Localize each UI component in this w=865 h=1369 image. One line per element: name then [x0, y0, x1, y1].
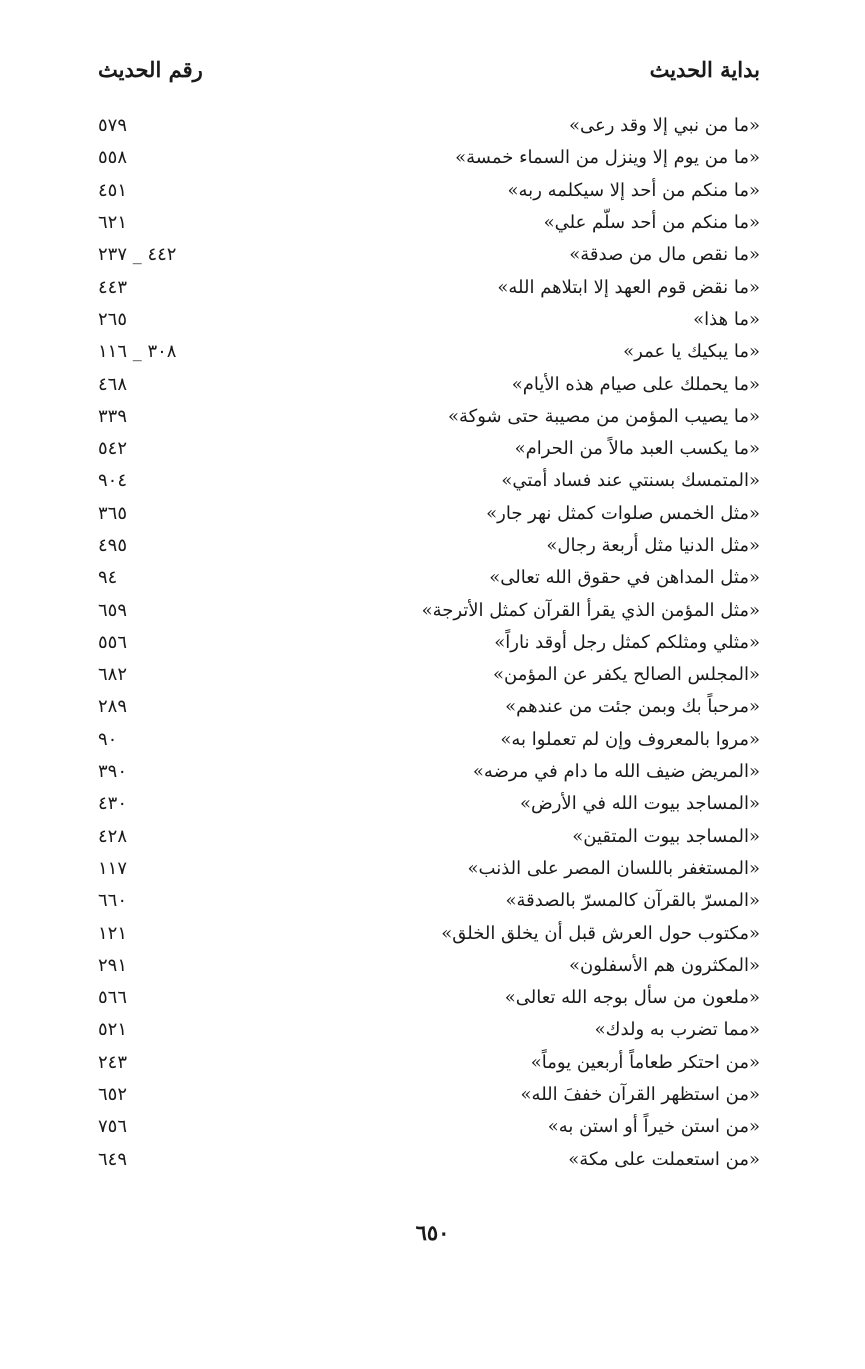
hadith-opening: «ما هذا» [693, 308, 760, 330]
hadith-opening: «مكتوب حول العرش قبل أن يخلق الخلق» [441, 922, 760, 944]
hadith-number: ٣٣٩ [98, 405, 128, 427]
hadith-number: ٩٠٤ [98, 470, 128, 492]
hadith-opening: «ما من يوم إلا وينزل من السماء خمسة» [455, 147, 760, 169]
hadith-number: ٦٥٢ [98, 1084, 128, 1106]
index-row [98, 1079, 760, 1111]
hadith-number: ٥٢١ [98, 1019, 128, 1041]
index-row [98, 368, 760, 400]
hadith-opening: «ما يكسب العبد مالاً من الحرام» [514, 438, 760, 460]
index-row [98, 950, 760, 982]
hadith-number: ٤٣٠ [98, 793, 128, 815]
hadith-opening: «ما نقض قوم العهد إلا ابتلاهم الله» [497, 276, 760, 298]
hadith-number: ٥٧٩ [98, 115, 128, 137]
index-row [98, 142, 760, 174]
hadith-opening: «ما من نبي إلا وقد رعى» [569, 115, 760, 137]
hadith-number: ٤٤٣ [98, 276, 128, 298]
hadith-number: ٥٥٨ [98, 147, 128, 169]
hadith-opening: «ما يبكيك يا عمر» [623, 341, 760, 363]
index-row [98, 433, 760, 465]
index-row [98, 498, 760, 530]
index-row [98, 401, 760, 433]
hadith-number: ٤٩٥ [98, 535, 128, 556]
hadith-opening: «مثلي ومثلكم كمثل رجل أوقد ناراً» [494, 631, 760, 653]
hadith-opening: «مثل المداهن في حقوق الله تعالى» [489, 567, 760, 589]
index-row [98, 336, 760, 368]
hadith-opening: «المكثرون هم الأسفلون» [569, 954, 760, 976]
index-row [98, 1014, 760, 1046]
index-row [98, 239, 760, 271]
index-row [98, 691, 760, 723]
index-row [98, 627, 760, 659]
index-row [98, 885, 760, 917]
hadith-number: ٦٦٠ [98, 890, 128, 912]
index-row [98, 562, 760, 594]
index-row [98, 594, 760, 626]
hadith-number: ٦٥٩ [98, 599, 128, 621]
index-row [98, 271, 760, 303]
hadith-opening: «من احتكر طعاماً أربعين يوماً» [530, 1051, 760, 1073]
index-row [98, 1144, 760, 1176]
hadith-opening: «مثل الدنيا مثل أربعة رجال» [546, 535, 760, 556]
hadith-opening: «المريض ضيف الله ما دام في مرضه» [472, 761, 760, 783]
hadith-number: ٢٤٣ [98, 1051, 128, 1073]
index-row [98, 1047, 760, 1079]
hadith-number: ٩٠ [98, 728, 118, 750]
hadith-opening: «المجلس الصالح يكفر عن المؤمن» [493, 664, 760, 686]
hadith-number: ٦٤٩ [98, 1148, 128, 1170]
index-row [98, 207, 760, 239]
hadith-number: ٣٩٠ [98, 761, 128, 783]
page-header [98, 52, 760, 86]
hadith-number-heading: رقم الحديث [98, 56, 203, 82]
hadith-number: ٤٢٨ [98, 825, 128, 847]
hadith-number: ٩٤ [98, 567, 118, 589]
hadith-opening: «ما يصيب المؤمن من مصيبة حتى شوكة» [447, 405, 760, 427]
hadith-number: ٧٥٦ [98, 1116, 128, 1138]
hadith-number: ٦٢١ [98, 212, 128, 234]
hadith-number: ١١٧ [98, 857, 128, 879]
hadith-opening: «المستغفر باللسان المصر على الذنب» [467, 857, 760, 879]
hadith-opening: «ما منكم من أحد إلا سيكلمه ربه» [507, 179, 760, 201]
hadith-number: ٢٨٩ [98, 696, 128, 718]
hadith-opening: «من استعملت على مكة» [568, 1148, 760, 1170]
hadith-number: ٤٦٨ [98, 373, 128, 395]
index-row [98, 175, 760, 207]
hadith-opening: «المتمسك بسنتي عند فساد أمتي» [501, 470, 760, 492]
hadith-number: ٥٦٦ [98, 987, 128, 1009]
hadith-opening: «مثل الخمس صلوات كمثل نهر جار» [486, 502, 760, 524]
hadith-number: ٤٥١ [98, 179, 128, 201]
index-row [98, 788, 760, 820]
hadith-number: ٥٤٢ [98, 438, 128, 460]
hadith-opening: «ما نقص مال من صدقة» [569, 244, 760, 266]
hadith-opening: «ما منكم من أحد سلّم علي» [543, 212, 760, 234]
hadith-opening: «مما تضرب به ولدك» [594, 1019, 760, 1041]
index-row [98, 853, 760, 885]
index-row [98, 756, 760, 788]
index-row [98, 304, 760, 336]
hadith-opening: «ما يحملك على صيام هذه الأيام» [511, 373, 760, 395]
hadith-opening: «مثل المؤمن الذي يقرأ القرآن كمثل الأترجة» [421, 599, 760, 621]
hadith-start-heading: بداية الحديث [649, 56, 760, 82]
index-row [98, 110, 760, 142]
hadith-index-list [98, 110, 760, 1176]
index-row [98, 724, 760, 756]
hadith-number: ٥٥٦ [98, 631, 128, 653]
hadith-opening: «مرحباً بك وبمن جئت من عندهم» [505, 696, 760, 718]
hadith-opening: «المساجد بيوت المتقين» [572, 825, 760, 847]
index-row [98, 1111, 760, 1143]
page-number: ٦٥٠ [415, 1220, 450, 1245]
index-row [98, 821, 760, 853]
hadith-number: ٢٦٥ [98, 308, 128, 330]
hadith-opening: «ملعون من سأل بوجه الله تعالى» [504, 987, 760, 1009]
index-row [98, 917, 760, 949]
hadith-opening: «المسرّ بالقرآن كالمسرّ بالصدقة» [505, 890, 760, 912]
hadith-number: ٤٤٢ _ ٢٣٧ [98, 244, 177, 266]
hadith-number: ٦٨٢ [98, 664, 128, 686]
hadith-number: ٣٦٥ [98, 502, 128, 524]
index-row [98, 659, 760, 691]
index-row [98, 982, 760, 1014]
index-row [98, 465, 760, 497]
index-row [98, 530, 760, 562]
hadith-opening: «من استن خيراً أو استن به» [547, 1116, 760, 1138]
hadith-opening: «المساجد بيوت الله في الأرض» [519, 793, 760, 815]
hadith-number: ٣٠٨ _ ١١٦ [98, 341, 177, 363]
hadith-number: ١٢١ [98, 922, 128, 944]
hadith-opening: «من استظهر القرآن خففَ الله» [520, 1084, 760, 1106]
hadith-number: ٢٩١ [98, 954, 128, 976]
hadith-opening: «مروا بالمعروف وإن لم تعملوا به» [500, 728, 760, 750]
